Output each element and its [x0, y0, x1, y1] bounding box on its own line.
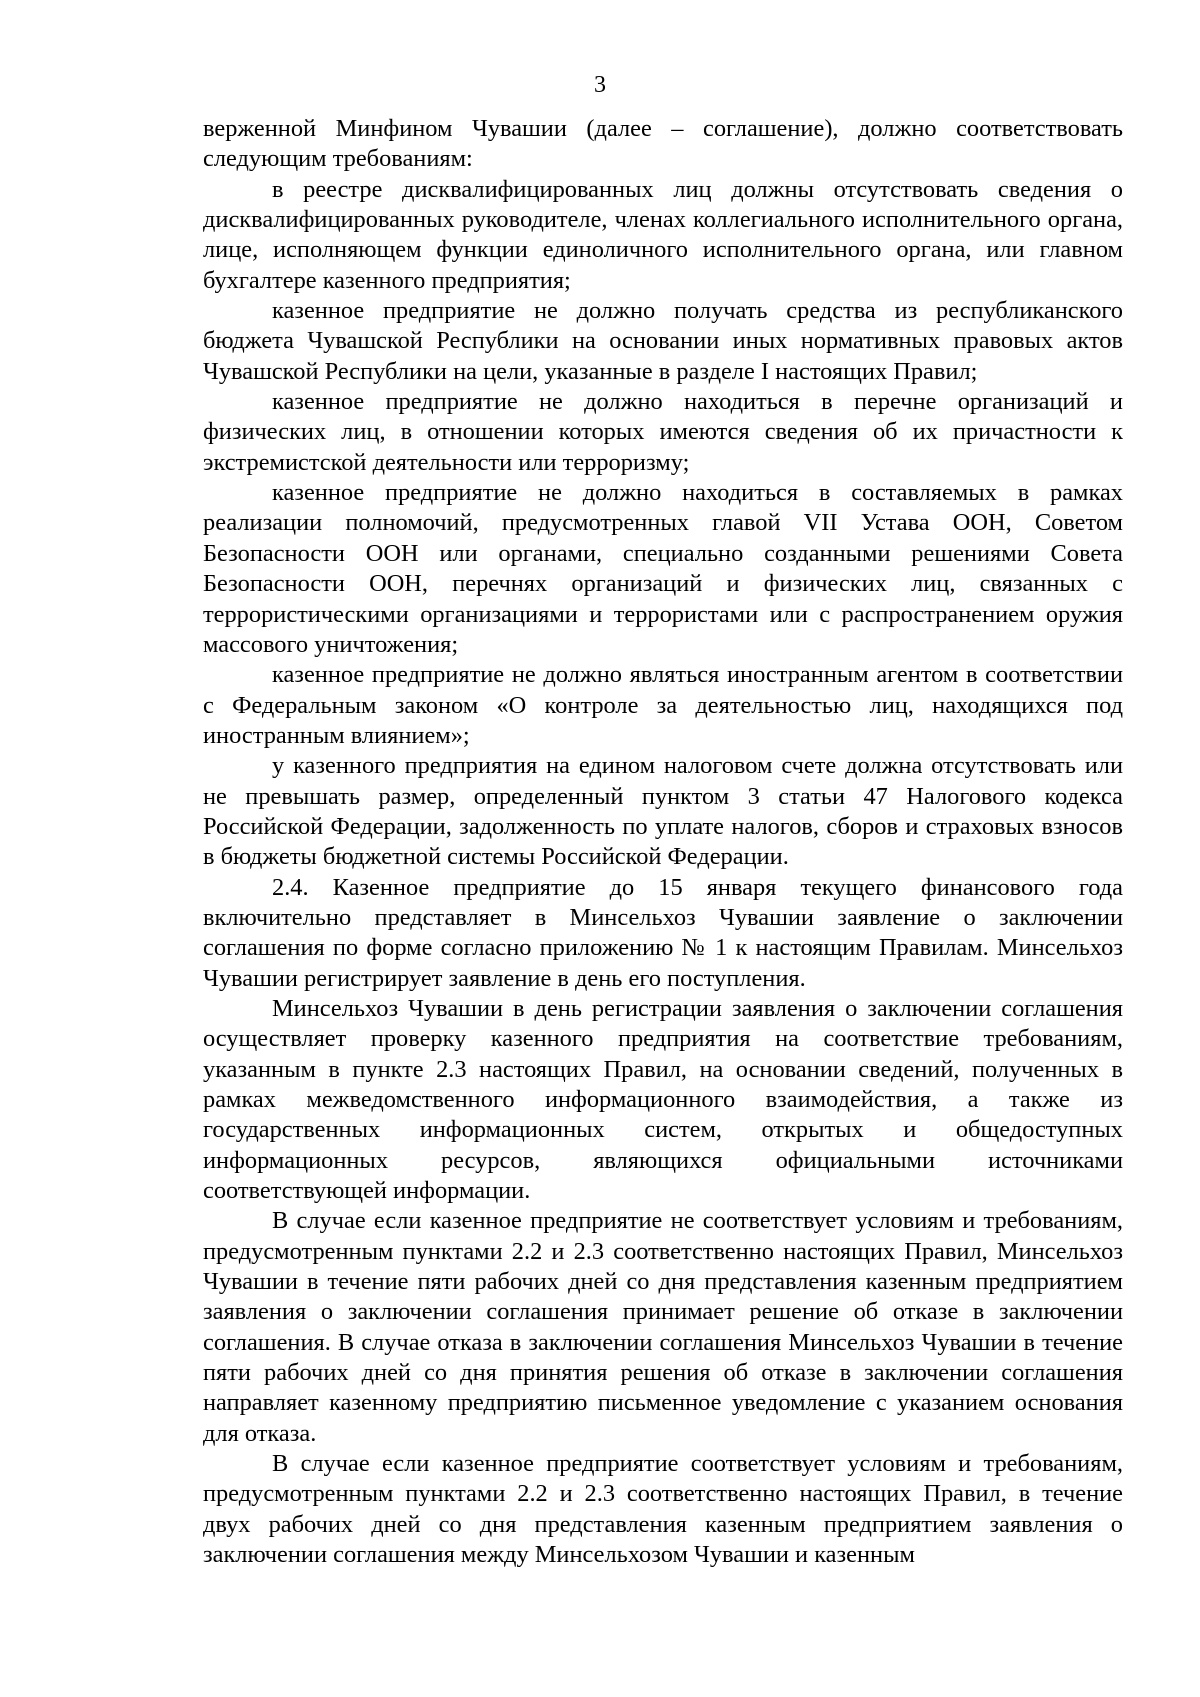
document-body: [203, 114, 1123, 1571]
paragraph-refusal: В случае если казенное предприятие не соответствует условиям и требованиям, предусмотренным пунктами 2.2 и 2.3 соответственно настоящих Правил, Минсельхоз Чувашии в течение пяти рабочих дней со дня представления казенным предприятием заявления о заключении соглашения принимает решение об отказе в заключении соглашения. В случае отказа в заключении соглашения Минсельхоз Чувашии в течение пяти рабочих дней со дня принятия решения об отказе в заключении соглашения направляет казенному предприятию письменное уведомление с указанием основания для отказа.: [203, 1207, 1123, 1447]
paragraph-approval: В случае если казенное предприятие соответствует условиям и требованиям, предусмотренным пунктами 2.2 и 2.3 соответственно настоящих Правил, в течение двух рабочих дней со дня представления казенным предприятием заявления о заключении соглашения между Минсельхозом Чувашии и казенным: [203, 1450, 1123, 1569]
paragraph-intro: верженной Минфином Чувашии (далее – соглашение), должно соответствовать следующим требованиям:: [203, 115, 1123, 173]
page-number: 3: [594, 72, 606, 98]
paragraph-foreign-agent: казенное предприятие не должно являться иностранным агентом в соответствии с Федеральным законом «О контроле за деятельностью лиц, находящихся под иностранным влиянием»;: [203, 661, 1123, 749]
paragraph-tax-debt: у казенного предприятия на едином налоговом счете должна отсутствовать или не превышать размер, определенный пунктом 3 статьи 47 Налогового кодекса Российской Федерации, задолженность по уплате налогов, сборов и страховых взносов в бюджеты бюджетной системы Российской Федерации.: [203, 752, 1123, 871]
paragraph-no-other-funds: казенное предприятие не должно получать средства из республиканского бюджета Чувашской Республики на основании иных нормативных правовых актов Чувашской Республики на цели, указанные в разделе I настоящих Правил;: [203, 297, 1123, 385]
paragraph-un-sanctions: казенное предприятие не должно находиться в составляемых в рамках реализации полномочий, предусмотренных главой VII Устава ООН, Советом Безопасности ООН или органами, специально созданными решениями Совета Безопасности ООН, перечнях организаций и физических лиц, связанных с террористическими организациями и террористами или с распространением оружия массового уничтожения;: [203, 479, 1123, 658]
paragraph-verification: Минсельхоз Чувашии в день регистрации заявления о заключении соглашения осуществляет проверку казенного предприятия на соответствие требованиям, указанным в пункте 2.3 настоящих Правил, на основании сведений, полученных в рамках межведомственного информационного взаимодействия, а также из государственных информационных систем, открытых и общедоступных информационных ресурсов, являющихся официальными источниками соответствующей информации.: [203, 994, 1123, 1205]
paragraph-extremism-list: казенное предприятие не должно находиться в перечне организаций и физических лиц, в отношении которых имеются сведения об их причастности к экстремистской деятельности или терроризму;: [203, 388, 1123, 476]
paragraph-2-4-application: 2.4. Казенное предприятие до 15 января текущего финансового года включительно представляет в Минсельхоз Чувашии заявление о заключении соглашения по форме согласно приложению № 1 к настоящим Правилам. Минсельхоз Чувашии регистрирует заявление в день его поступления.: [203, 873, 1123, 992]
paragraph-disqualified-registry: в реестре дисквалифицированных лиц должны отсутствовать сведения о дисквалифицированных руководителе, членах коллегиального исполнительного органа, лице, исполняющем функции единоличного исполнительного органа, или главном бухгалтере казенного предприятия;: [203, 175, 1123, 294]
